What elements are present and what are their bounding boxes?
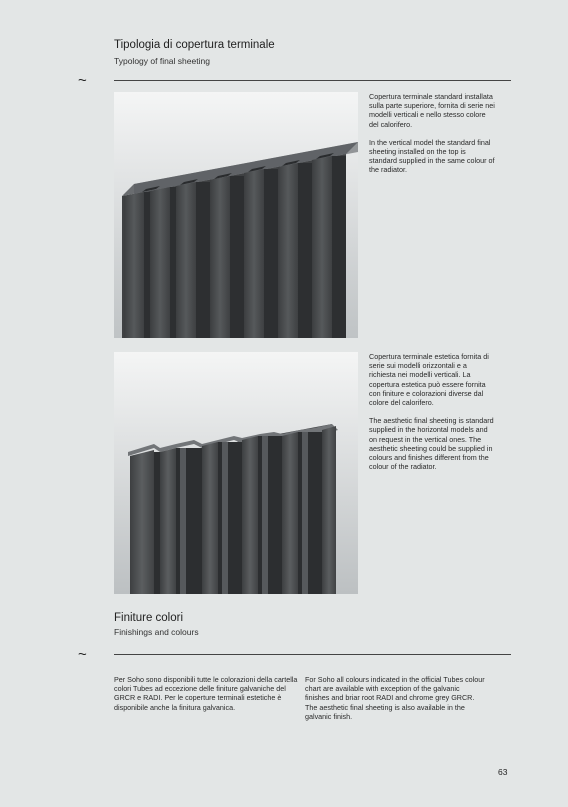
section-title: Tipologia di copertura terminale [114,39,275,51]
section-subtitle: Finishings and colours [114,627,199,637]
tilde-ornament: ~ [78,646,87,663]
tilde-ornament: ~ [78,72,87,89]
section-subtitle: Typology of final sheeting [114,56,210,66]
aesthetic-sheeting-photo [114,352,358,594]
section-divider [114,80,511,81]
aesthetic-sheeting-caption [369,352,495,480]
standard-sheeting-photo [114,92,358,338]
standard-sheeting-caption [369,92,495,184]
caption-italian: Copertura terminale standard installata sulla parte superiore, fornita di serie nei modelli verticali e nello stesso colore del calorifero. [369,92,495,129]
page-number: 63 [498,767,508,777]
finishes-text-english: For Soho all colours indicated in the official Tubes colour chart are available with exception of the galvanic finishes and briar root RADI and chrome grey GRCR. The aesthetic final sheeting is also available in the galvanic finish. [305,675,485,721]
section-divider [114,654,511,655]
caption-english: In the vertical model the standard final sheeting installed on the top is standard supplied in the same colour of the radiator. [369,137,495,175]
finishes-text-italian: Per Soho sono disponibili tutte le colorazioni della cartella colori Tubes ad eccezione delle finiture galvaniche del GRCR e RADI. Per le coperture terminali estetiche è disponibile anche la finitura galvanica. [114,675,298,712]
caption-italian: Copertura terminale estetica fornita di serie sui modelli orizzontali e a richiesta nei modelli verticali. La copertura estetica può essere fornita con finiture e colorazioni diverse dal colore del calorifero. [369,352,489,408]
caption-english: The aesthetic final sheeting is standard supplied in the horizontal models and on request in the vertical ones. The aesthetic sheeting could be supplied in colours and finishes different from the colour of the radiator. [369,416,494,472]
section-title: Finiture colori [114,612,184,624]
